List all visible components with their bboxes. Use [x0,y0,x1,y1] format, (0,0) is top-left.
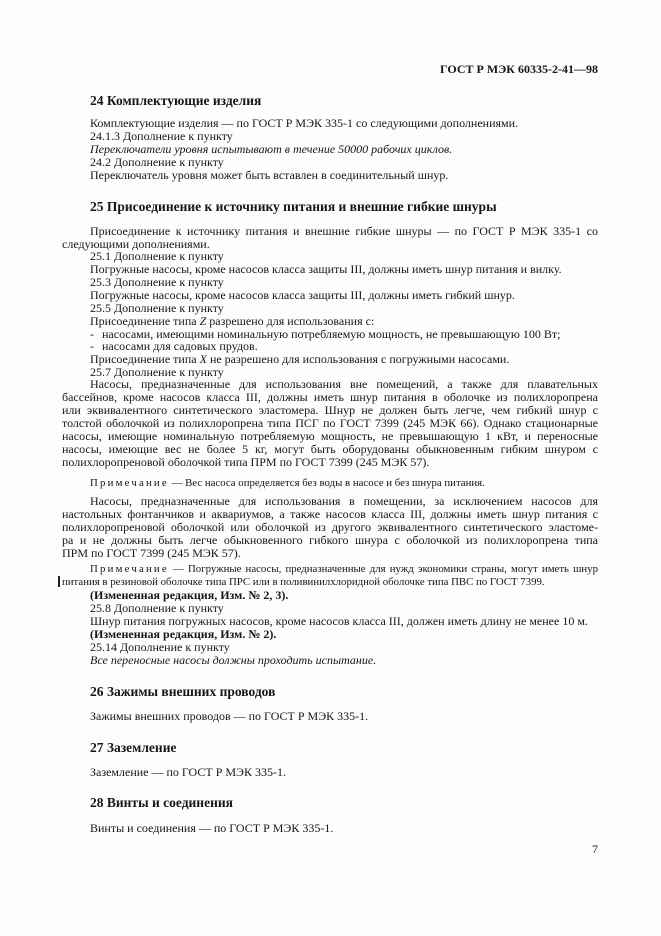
type-z-statement-end: разрешено для использования с: [206,314,375,328]
indoor-pumps-paragraph-line: Насосы, предназначенные для использования в помещении, за исключением насосов для [90,494,598,508]
revision-mark [58,576,60,587]
outdoor-pumps-paragraph-line: насосы, имеющие вес не более 5 кг, могут быть оборудованы обыкновенным гибким шнуром с [62,442,598,456]
note-text: — Погружные насосы, предназначенные для нужд экономики страны, могут иметь шнур [168,563,598,575]
outdoor-pumps-paragraph-line: толстой оболочкой из полихлоропрена типа ПСГ по ГОСТ 7399 (245 МЭК 66). Однако стационарные [62,416,598,430]
note-text: — Вес насоса определяется без воды в насосе и без шнура питания. [168,477,485,489]
indoor-pumps-paragraph-line: настольных фонтанчиков и аквариумов, а также насосов класса III, должны иметь шнур питания с [62,507,598,521]
outdoor-pumps-paragraph-line: или эквивалентного синтетического эластомера. Шнур не должен быть легче, чем гибкий шнур с [62,403,598,417]
type-z-statement-start: Присоединение типа [90,314,200,328]
amendment-note: (Измененная редакция, Изм. № 2). [90,627,277,641]
clause-25-8-ref: 25.8 Дополнение к пункту [90,601,224,615]
section-25-intro-line: следующими дополнениями. [62,237,210,251]
type-x-statement-end: не разрешено для использования с погружными насосами. [206,352,510,366]
clause-25-3-ref: 25.3 Дополнение к пункту [90,275,224,289]
indoor-pumps-paragraph-line: полихлоропреновой оболочкой или оболочкой из другого эквивалентного синтетического эластоме- [62,520,598,534]
standard-code-header: ГОСТ Р МЭК 60335-2-41—98 [440,62,598,76]
section-27-text: Заземление — по ГОСТ Р МЭК 335-1. [90,765,286,779]
clause-24-1-3-ref: 24.1.3 Дополнение к пункту [90,129,233,143]
section-24-heading: 24 Комплектующие изделия [90,93,262,108]
clause-24-2-ref: 24.2 Дополнение к пункту [90,155,224,169]
note-text-continuation: питания в резиновой оболочке типа ПРС или в поливинилхлоридной оболочке типа ПВС по ГОСТ 7399. [62,576,545,588]
clause-25-3-text: Погружные насосы, кроме насосов класса защиты III, должны иметь гибкий шнур. [90,288,515,302]
clause-25-7-ref: 25.7 Дополнение к пункту [90,365,224,379]
type-x-statement-start: Присоединение типа [90,352,200,366]
amendment-note: (Измененная редакция, Изм. № 2, 3). [90,588,289,602]
outdoor-pumps-paragraph-line: Насосы, предназначенные для использования вне помещений, а также для плавательных [90,377,598,391]
note-pump-weight [90,477,598,489]
section-26-heading: 26 Зажимы внешних проводов [90,684,276,699]
clause-24-1-3-text: Переключатели уровня испытывают в течение 50000 рабочих циклов. [90,142,453,156]
indoor-pumps-paragraph-line: ра и не должны быть легче обыкновенного гибкого шнура с оболочкой из полихлоропрена типа [62,533,598,547]
section-27-heading: 27 Заземление [90,740,177,755]
connection-type-x: X [199,352,207,366]
clause-24-2-text: Переключатель уровня может быть вставлен в соединительный шнур. [90,168,449,182]
section-24-intro: Комплектующие изделия — по ГОСТ Р МЭК 335-1 со следующими дополнениями. [90,116,519,130]
section-28-text: Винты и соединения — по ГОСТ Р МЭК 335-1. [90,821,334,835]
clause-25-1-ref: 25.1 Дополнение к пункту [90,249,224,263]
section-25-heading: 25 Присоединение к источнику питания и внешние гибкие шнуры [90,199,497,214]
outdoor-pumps-paragraph-line: бассейнов, кроме насосов класса III, должны иметь шнур питания в оболочке из полихлоропрена [62,390,598,404]
indoor-pumps-paragraph-line: ПРМ по ГОСТ 7399 (245 МЭК 57). [62,546,241,560]
list-dash-marker: - [90,339,94,353]
list-item-text: насосами для садовых прудов. [102,339,258,353]
section-26-text: Зажимы внешних проводов — по ГОСТ Р МЭК 335-1. [90,709,369,723]
clause-25-14-text: Все переносные насосы должны проходить испытание. [90,653,377,667]
clause-25-1-text: Погружные насосы, кроме насосов класса защиты III, должны иметь шнур питания и вилку. [90,262,562,276]
outdoor-pumps-paragraph-line: насосы, имеющие номинальную потребляемую мощность, не превышающую 1 кВт, и переносные [62,429,598,443]
clause-25-8-text: Шнур питания погружных насосов, кроме насосов класса III, должен иметь длину не менее 10 м. [90,614,588,628]
list-dash-marker: - [90,327,94,341]
clause-25-5-ref: 25.5 Дополнение к пункту [90,301,224,315]
clause-25-14-ref: 25.14 Дополнение к пункту [90,640,230,654]
note-label: Примечание [90,563,169,575]
list-item-text: насосами, имеющими номинальную потребляемую мощность, не превышающую 100 Вт; [102,327,561,341]
note-label: Примечание [90,477,169,489]
outdoor-pumps-paragraph-line: полихлоропреновой оболочкой типа ПРМ по ГОСТ 7399 (245 МЭК 57). [62,455,430,469]
section-25-intro-line: Присоединение к источнику питания и внешние гибкие шнуры — по ГОСТ Р МЭК 335-1 со [90,224,598,238]
section-28-heading: 28 Винты и соединения [90,795,233,810]
note-submersible-cord [90,563,598,575]
connection-type-z: Z [199,314,207,328]
page-number: 7 [592,842,598,856]
